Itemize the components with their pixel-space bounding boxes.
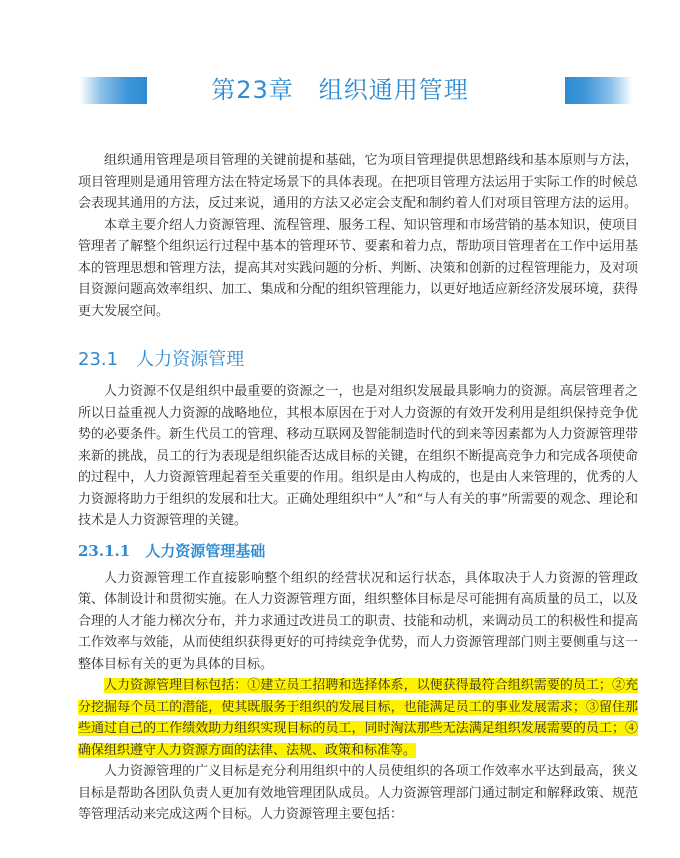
highlight-text: 人力资源管理目标包括：①建立员工招聘和选择体系，以便获得最符合组织需要的员工；②充分挖掘每个员工的潜能，使其既服务于组织的发展目标，也能满足员工的事业发展需求；③留住那些通过自己的工作绩效助力组织实现目标的员工，同时淘汰那些无法满足组织发展需要的员工；④确保组织遵守人力资源方面的法律、法规、政策和标准等。 [78,678,638,758]
intro-paragraph: 组织通用管理是项目管理的关键前提和基础，它为项目管理提供思想路线和基本原则与方法，项目管理则是通用管理方法在特定场景下的具体表现。在把项目管理方法运用于实际工作的时候总会表现其通用的方法，反过来说，通用的方法又必定会支配和制约着人们对项目管理方法的运用。 [78,153,638,211]
section-heading: 23.1 人力资源管理 [78,349,245,370]
chapter-header [0,70,680,110]
chapter-title: 第23章 组织通用管理 [211,76,469,104]
subsection-paragraph: 人力资源管理的广义目标是充分利用组织中的人员使组织的各项工作效率水平达到最高，狭义目标是帮助各团队负责人更加有效地管理团队成员。人力资源管理部门通过制定和解释政策、规范等管理活动来完成这两个目标。人力资源管理主要包括： [78,764,638,822]
intro-paragraph: 本章主要介绍人力资源管理、流程管理、服务工程、知识管理和市场营销的基本知识，使项目管理者了解整个组织运行过程中基本的管理环节、要素和着力点，帮助项目管理者在工作中运用基本的管理思想和管理方法，提高其对实践问题的分析、判断、决策和创新的过程管理能力，及对项目资源问题高效率组织、加工、集成和分配的组织管理能力，以更好地适应新经济发展环境，获得更大发展空间。 [78,217,638,319]
page-content [78,150,638,826]
subsection-paragraph: 人力资源管理工作直接影响整个组织的经营状况和运行状态，具体取决于人力资源的管理政策、体制设计和贯彻实施。在人力资源管理方面，组织整体目标是尽可能拥有高质量的员工，以及合理的人才能力梯次分布，并力求通过改进员工的职责、技能和动机，来调动员工的积极性和提高工作效率与效能，从而使组织获得更好的可持续竞争优势，而人力资源管理部门则主要侧重与这一整体目标有关的更为具体的目标。 [78,570,638,672]
section-paragraph: 人力资源不仅是组织中最重要的资源之一，也是对组织发展最具影响力的资源。高层管理者之所以日益重视人力资源的战略地位，其根本原因在于对人力资源的有效开发利用是组织保持竞争优势的必要条件。新生代员工的管理、移动互联网及智能制造时代的到来等因素都为人力资源管理带来新的挑战，员工的行为表现是组织能否达成目标的关键，在组织不断提高竞争力和完成各项使命的过程中，人力资源管理起着至关重要的作用。组织是由人构成的，也是由人来管理的，优秀的人力资源将助力于组织的发展和壮大。正确处理组织中“人”和“与人有关的事”所需要的观念、理论和技术是人力资源管理的关键。 [78,384,638,528]
subsection-heading: 23.1.1 人力资源管理基础 [78,541,266,560]
highlighted-paragraph [78,675,638,761]
decorative-bar-right [565,77,632,104]
